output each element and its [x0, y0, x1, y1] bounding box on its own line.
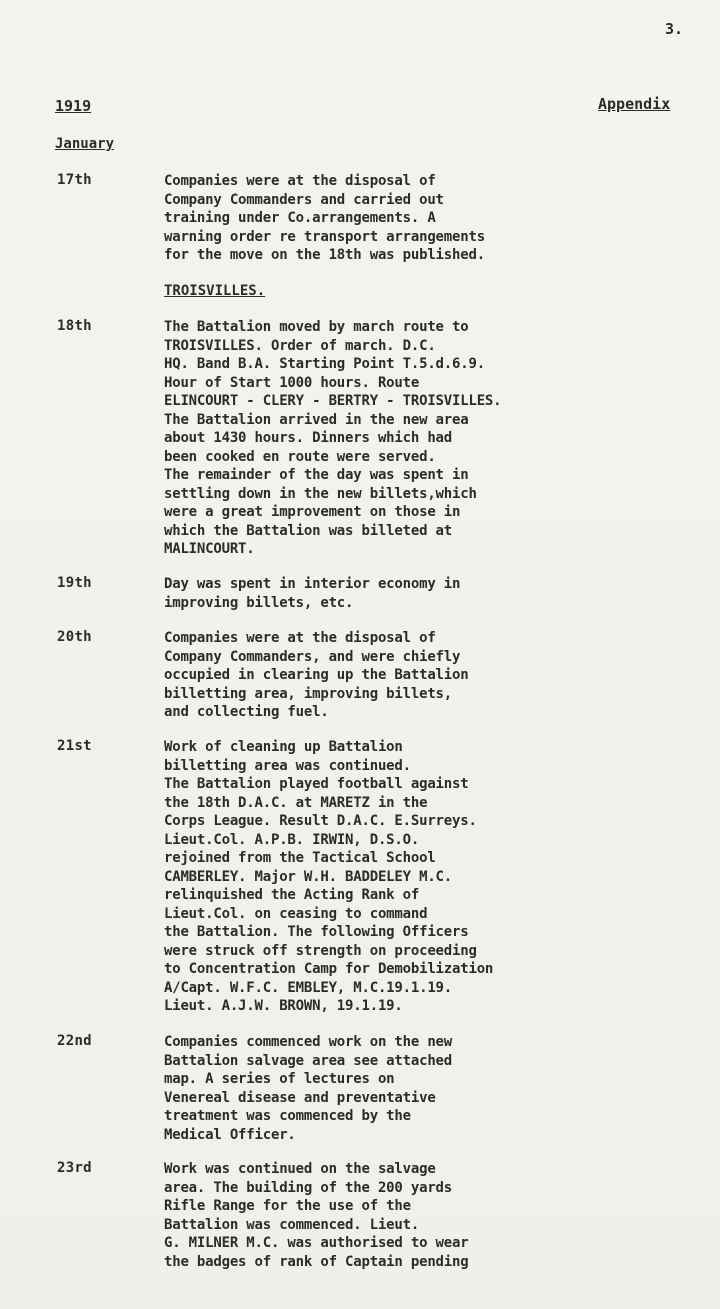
text-line: the 18th D.A.C. at MARETZ in the	[164, 794, 428, 811]
year-heading: 1919	[55, 97, 92, 115]
text-line: were a great improvement on those in	[164, 504, 461, 520]
entry-date: 22nd	[57, 1033, 92, 1049]
text-line: Companies were at the disposal of	[164, 630, 436, 646]
text-line: billetting area was continued.	[164, 757, 411, 774]
text-line: The Battalion moved by march route to	[164, 319, 469, 335]
entry-text	[164, 172, 485, 265]
text-line: were struck off strength on proceeding	[164, 942, 477, 959]
page-number: 3.	[665, 20, 684, 38]
text-line: training under Co.arrangements. A	[164, 210, 436, 226]
text-line: about 1430 hours. Dinners which had	[164, 430, 453, 446]
text-line: Lieut.Col. A.P.B. IRWIN, D.S.O.	[164, 831, 420, 848]
entry-text	[164, 1033, 452, 1144]
text-line: Lieut. A.J.W. BROWN, 19.1.19.	[164, 998, 403, 1014]
month-heading: January	[55, 136, 115, 152]
text-line: G. MILNER M.C. was authorised to wear	[164, 1235, 469, 1251]
text-line: Corps League. Result D.A.C. E.Surreys.	[164, 813, 477, 829]
entry-text	[164, 738, 493, 1016]
text-line: The Battalion played football against	[164, 776, 469, 792]
entry-date: 23rd	[57, 1160, 92, 1176]
text-line: MALINCOURT.	[164, 541, 255, 557]
entry-date: 19th	[57, 575, 92, 591]
text-line: for the move on the 18th was published.	[164, 247, 485, 263]
text-line: Company Commanders and carried out	[164, 191, 444, 208]
entry-text	[164, 318, 501, 559]
text-line: Battalion salvage area see attached	[164, 1052, 453, 1069]
text-line: area. The building of the 200 yards	[164, 1179, 453, 1196]
text-line: HQ. Band B.A. Starting Point T.5.d.6.9.	[164, 356, 485, 372]
text-line: Companies commenced work on the new	[164, 1034, 453, 1050]
text-line: Work of cleaning up Battalion	[164, 739, 403, 755]
text-line: Work was continued on the salvage	[164, 1161, 436, 1177]
text-line: Lieut.Col. on ceasing to command	[164, 905, 428, 922]
entry-text	[164, 1160, 468, 1271]
text-line: to Concentration Camp for Demobilization	[164, 961, 494, 977]
text-line: treatment was commenced by the	[164, 1108, 411, 1124]
text-line: billetting area, improving billets,	[164, 685, 453, 702]
text-line: map. A series of lectures on	[164, 1071, 395, 1087]
text-line: CAMBERLEY. Major W.H. BADDELEY M.C.	[164, 868, 453, 885]
text-line: Venereal disease and preventative	[164, 1089, 436, 1106]
text-line: settling down in the new billets,which	[164, 485, 477, 502]
text-line: improving billets, etc.	[164, 594, 354, 611]
text-line: The Battalion arrived in the new area	[164, 411, 469, 428]
text-line: ELINCOURT - CLERY - BERTRY - TROISVILLES.	[164, 393, 502, 409]
entry-date: 21st	[57, 738, 92, 754]
appendix-heading: Appendix	[598, 95, 671, 113]
text-line: Rifle Range for the use of the	[164, 1198, 411, 1214]
entry-date: 18th	[57, 318, 92, 334]
entry-text	[164, 629, 468, 722]
text-line: warning order re transport arrangements	[164, 228, 485, 245]
text-line: occupied in clearing up the Battalion	[164, 667, 469, 683]
text-line: Battalion was commenced. Lieut.	[164, 1216, 420, 1233]
text-line: been cooked en route were served.	[164, 448, 436, 465]
text-line: Company Commanders, and were chiefly	[164, 648, 461, 665]
text-line: Hour of Start 1000 hours. Route	[164, 374, 420, 391]
place-heading: TROISVILLES.	[164, 283, 266, 299]
text-line: A/Capt. W.F.C. EMBLEY, M.C.19.1.19.	[164, 979, 453, 996]
text-line: Day was spent in interior economy in	[164, 576, 461, 592]
text-line: rejoined from the Tactical School	[164, 850, 436, 866]
entry-date: 20th	[57, 629, 92, 645]
text-line: Medical Officer.	[164, 1126, 296, 1143]
text-line: the Battalion. The following Officers	[164, 924, 469, 940]
text-line: The remainder of the day was spent in	[164, 467, 469, 483]
text-line: TROISVILLES. Order of march. D.C.	[164, 337, 436, 354]
entry-date: 17th	[57, 172, 92, 188]
entry-text	[164, 575, 460, 612]
text-line: relinquished the Acting Rank of	[164, 887, 420, 903]
text-line: the badges of rank of Captain pending	[164, 1253, 469, 1270]
text-line: Companies were at the disposal of	[164, 173, 436, 189]
text-line: which the Battalion was billeted at	[164, 522, 453, 539]
text-line: and collecting fuel.	[164, 704, 329, 720]
